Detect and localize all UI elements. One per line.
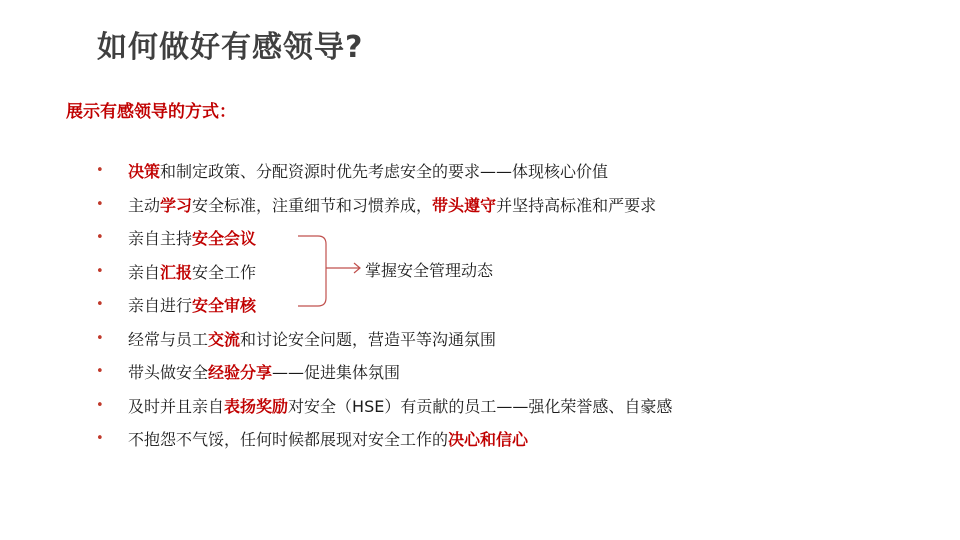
bullet-icon: • xyxy=(96,196,104,212)
list-item-text xyxy=(128,293,256,316)
highlighted-keyword: 汇报 xyxy=(160,262,193,282)
text-segment: 不抱怨不气馁，任何时候都展现对安全工作的 xyxy=(128,430,449,450)
list-item xyxy=(96,355,672,389)
text-segment: ——促进集体氛围 xyxy=(272,363,401,383)
list-item-text xyxy=(128,226,256,249)
list-item xyxy=(96,389,672,423)
text-segment: 安全工作 xyxy=(192,262,257,282)
list-item-text xyxy=(128,260,256,283)
list-item-text xyxy=(128,394,672,417)
list-item-text xyxy=(128,327,496,350)
text-segment: 并坚持高标准和严要求 xyxy=(496,195,657,215)
text-segment: 亲自 xyxy=(128,262,161,282)
text-segment: 及时并且亲自 xyxy=(128,396,225,416)
bullet-icon: • xyxy=(96,364,104,380)
highlighted-keyword: 交流 xyxy=(208,329,241,349)
text-segment: 亲自主持 xyxy=(128,229,193,249)
text-segment: 经常与员工 xyxy=(128,329,209,349)
list-item-text xyxy=(128,427,528,450)
highlighted-keyword: 带头遵守 xyxy=(432,195,497,215)
bullet-list xyxy=(96,154,672,456)
highlighted-keyword: 经验分享 xyxy=(208,363,273,383)
bullet-icon: • xyxy=(96,263,104,279)
list-item xyxy=(96,322,672,356)
text-segment: 安全标准，注重细节和习惯养成， xyxy=(192,195,433,215)
list-item xyxy=(96,188,672,222)
list-item-text xyxy=(128,193,656,216)
highlighted-keyword: 安全会议 xyxy=(192,229,257,249)
bullet-icon: • xyxy=(96,330,104,346)
list-item xyxy=(96,288,672,322)
bullet-icon: • xyxy=(96,163,104,179)
bracket-label: 掌握安全管理动态 xyxy=(365,261,494,280)
bullet-icon: • xyxy=(96,297,104,313)
bullet-icon: • xyxy=(96,230,104,246)
bullet-icon: • xyxy=(96,431,104,447)
highlighted-keyword: 安全审核 xyxy=(192,296,257,316)
text-segment: 对安全（HSE）有贡献的员工——强化荣誉感、自豪感 xyxy=(288,396,673,416)
text-segment: 带头做安全 xyxy=(128,363,209,383)
highlighted-keyword: 学习 xyxy=(160,195,193,215)
list-item xyxy=(96,154,672,188)
list-item-text xyxy=(128,159,608,182)
page-title: 如何做好有感领导? xyxy=(97,30,364,65)
text-segment: 亲自进行 xyxy=(128,296,193,316)
text-segment: 和讨论安全问题，营造平等沟通氛围 xyxy=(240,329,497,349)
section-subtitle: 展示有感领导的方式： xyxy=(66,102,236,122)
list-item xyxy=(96,422,672,456)
text-segment: 主动 xyxy=(128,195,161,215)
list-item xyxy=(96,221,672,255)
highlighted-keyword: 决策 xyxy=(128,162,161,182)
list-item-text xyxy=(128,360,400,383)
bullet-icon: • xyxy=(96,397,104,413)
highlighted-keyword: 表扬奖励 xyxy=(224,396,289,416)
highlighted-keyword: 决心和信心 xyxy=(448,430,529,450)
text-segment: 和制定政策、分配资源时优先考虑安全的要求——体现核心价值 xyxy=(160,162,609,182)
bracket-arrow-icon xyxy=(296,232,366,312)
